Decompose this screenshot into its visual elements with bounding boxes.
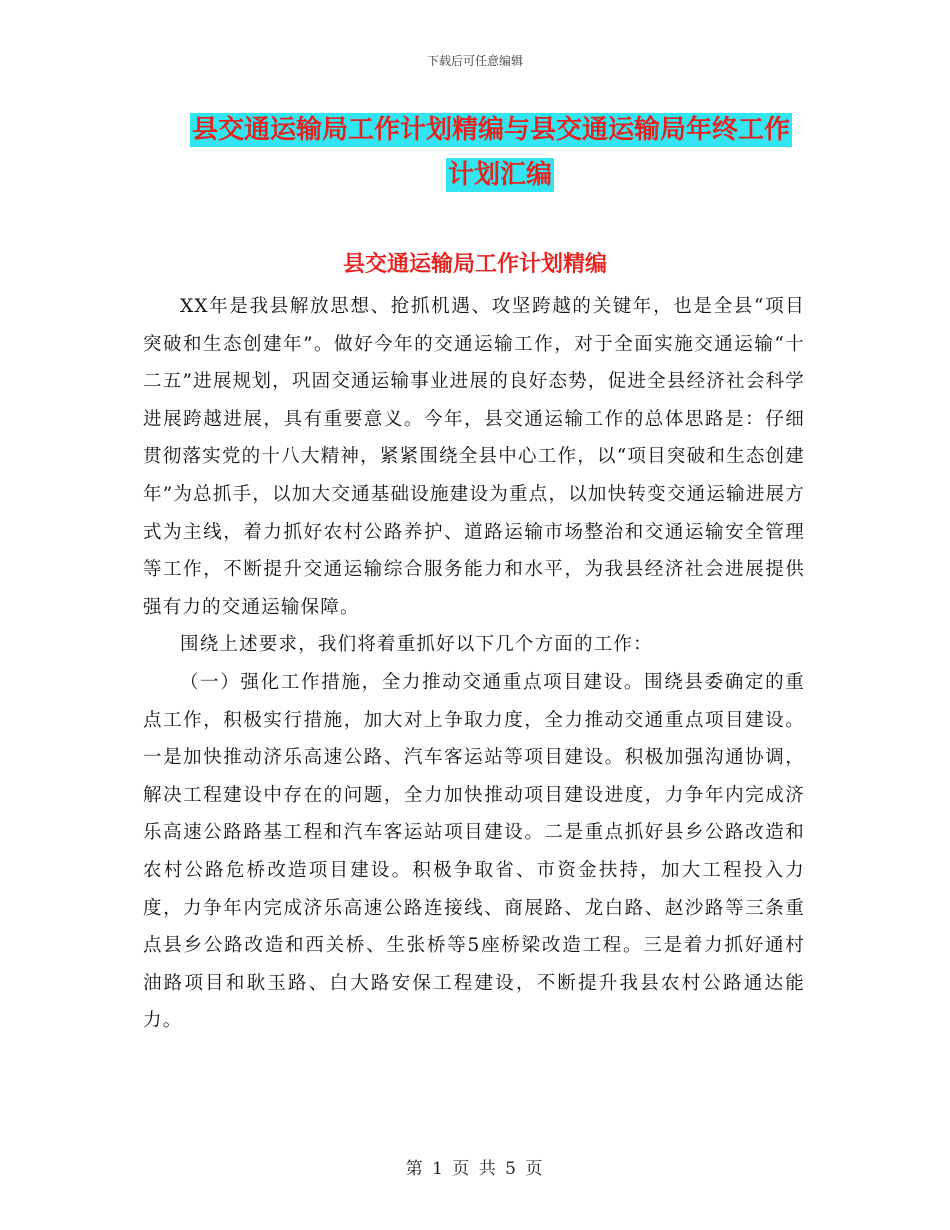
title-line-1: 县交通运输局工作计划精编与县交通运输局年终工作 bbox=[192, 115, 791, 145]
paragraph: 围绕上述要求，我们将着重抓好以下几个方面的工作： bbox=[180, 634, 653, 656]
page-indicator: 第 1 页 共 5 页 bbox=[405, 1159, 545, 1179]
document-body bbox=[143, 288, 805, 1040]
section-title: 县交通运输局工作计划精编 bbox=[342, 252, 607, 277]
document-title bbox=[190, 108, 810, 198]
paragraph: （一）强化工作措施，全力推动交通重点项目建设。围绕县委确定的重点工作，积极实行措施，加大对上争取力度，全力推动交通重点项目建设。一是加快推动济乐高速公路、汽车客运站等项目建设。积极加强沟通协调，解决工程建设中存在的问题，全力加快推动项目建设进度，力争年内完成济乐高速公路路基工程和汽车客运站项目建设。二是重点抓好县乡公路改造和农村公路危桥改造项目建设。积极争取省、市资金扶持，加大工程投入力度，力争年内完成济乐高速公路连接线、商展路、龙白路、赵沙路等三条重点县乡公路改造和西关桥、生张桥等5座桥梁改造工程。三是着力抓好通村油路项目和耿玉路、白大路安保工程建设，不断提升我县农村公路通达能力。 bbox=[143, 671, 805, 1032]
paragraph: XX年是我县解放思想、抢抓机遇、攻坚跨越的关键年，也是全县“项目突破和生态创建年”。做好今年的交通运输工作，对于全面实施交通运输“十二五”进展规划，巩固交通运输事业进展的良好态势，促进全县经济社会科学进展跨越进展，具有重要意义。今年，县交通运输工作的总体思路是：仔细贯彻落实党的十八大精神，紧紧围绕全县中心工作，以“项目突破和生态创建年”为总抓手，以加大交通基础设施建设为重点，以加快转变交通运输进展方式为主线，着力抓好农村公路养护、道路运输市场整治和交通运输安全管理等工作，不断提升交通运输综合服务能力和水平，为我县经济社会进展提供强有力的交通运输保障。 bbox=[143, 296, 805, 618]
title-line-2: 计划汇编 bbox=[447, 160, 552, 190]
header-note: 下载后可任意编辑 bbox=[426, 54, 523, 68]
